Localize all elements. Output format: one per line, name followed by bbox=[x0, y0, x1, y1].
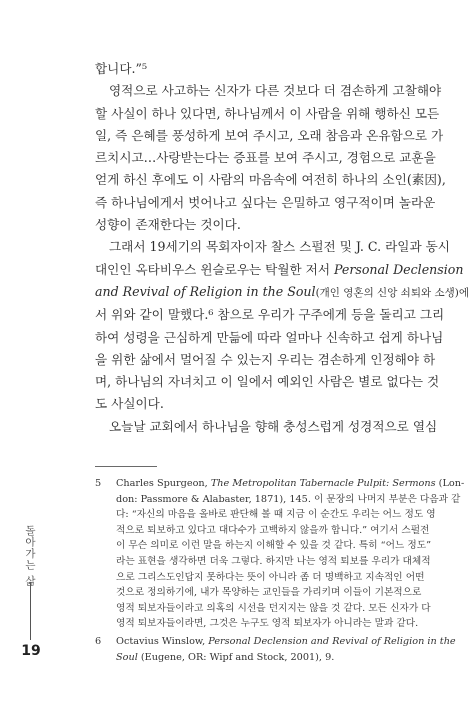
text-line bbox=[95, 259, 464, 281]
footnote-line: 영적 퇴보자들이라고 의혹의 시선을 던지지는 않을 것 같다. 모든 신자가 다 bbox=[116, 602, 431, 614]
text-line: 그래서 19세기의 목회자이자 찰스 스펄전 및 J. C. 라일과 동시 bbox=[109, 239, 450, 255]
footnote-line: don: Passmore & Alabaster, 1871), 145. 이 문장의 나머지 부분은 다음과 같 bbox=[116, 493, 461, 505]
text-line: 을 위한 삶에서 멀어질 수 있는지 우리는 겸손하게 인정해야 하 bbox=[95, 351, 436, 367]
footnote-line: 영적 퇴보자들이라면, 그것은 누구도 영적 퇴보자가 아니라는 말과 같다. bbox=[116, 618, 419, 630]
text-fragment: (Lon- bbox=[435, 478, 465, 489]
text-fragment: (Eugene, OR: Wipf and Stock, 2001), 9. bbox=[137, 651, 335, 663]
book-title: Personal Declension bbox=[334, 261, 464, 277]
text-line: 즉 하나님에게서 벗어나고 싶다는 은밀하고 영구적이며 놀라운 bbox=[95, 194, 436, 210]
text-line: 영적으로 사고하는 신자가 다른 것보다 더 겸손하게 고찰해야 bbox=[109, 83, 442, 99]
footnote-divider bbox=[95, 466, 157, 467]
text-line: 할 사실이 하나 있다면, 하나님께서 이 사람을 위해 행하신 모든 bbox=[95, 105, 440, 121]
text-line: 도 사실이다. bbox=[95, 396, 164, 412]
footnote-line: 적으로 퇴보하고 있다고 대다수가 고백하지 않을까 합니다.” 여기서 스펄전 bbox=[116, 524, 430, 536]
footnote-line: 다: “자신의 마음을 올바로 판단해 볼 때 지금 이 순간도 우리는 어느 정도 영 bbox=[116, 509, 436, 521]
footnote-number: 6 bbox=[95, 635, 102, 647]
text-fragment: (개인 영혼의 신앙 쇠퇴와 소생)에 bbox=[315, 286, 469, 299]
running-head-rule bbox=[30, 582, 31, 640]
book-title: Soul bbox=[116, 651, 138, 663]
text-line: 오늘날 교회에서 하나님을 향해 충성스럽게 성경적으로 열심 bbox=[109, 418, 438, 434]
text-line: 얻게 하신 후에도 이 사람의 마음속에 여전히 하나의 소인(素因), bbox=[95, 172, 446, 188]
footnote-line: 이 무슨 의미로 이런 말을 하는지 이해할 수 있을 것 같다. 특히 “어느 정도” bbox=[116, 540, 432, 552]
footnotes bbox=[95, 476, 465, 667]
text-fragment: Charles Spurgeon, bbox=[116, 478, 211, 489]
text-line: 합니다.”⁵ bbox=[95, 61, 147, 76]
text-line: 르치시고…사랑받는다는 증표를 보여 주시고, 경험으로 교훈을 bbox=[95, 150, 436, 166]
running-head: 돌아가는 삶 bbox=[24, 525, 36, 587]
footnote-line: 것으로 정의하기에, 내가 목양하는 교인들을 가리키며 이들이 기본적으로 bbox=[116, 587, 422, 599]
footnote-line: 라는 표현을 생각하면 더욱 그렇다. 하지만 나는 영적 퇴보를 우리가 대체적 bbox=[116, 555, 431, 567]
footnote-number: 5 bbox=[95, 478, 102, 489]
footnote bbox=[95, 476, 465, 632]
text-line: 서 위와 같이 말했다.⁶ 참으로 우리가 구주에게 등을 돌리고 그리 bbox=[95, 307, 445, 323]
footnote-line bbox=[116, 634, 456, 650]
page-number: 19 bbox=[21, 643, 41, 659]
text-fragment: Octavius Winslow, bbox=[116, 635, 209, 647]
text-line: 며, 하나님의 자녀치고 이 일에서 예외인 사람은 별로 없다는 것 bbox=[95, 374, 440, 390]
footnote bbox=[95, 634, 456, 665]
body-text bbox=[95, 58, 469, 438]
book-title: and Revival of Religion in the Soul bbox=[95, 283, 316, 299]
text-line: 하여 성령을 근심하게 만듦에 따라 얼마나 신속하고 쉽게 하나님 bbox=[95, 329, 444, 345]
book-title: Personal Declension and Revival of Religion in the bbox=[208, 635, 456, 647]
text-fragment: 대인인 옥타비우스 윈슬로우는 탁월한 저서 bbox=[95, 261, 334, 277]
footnote-line bbox=[116, 650, 425, 666]
text-line bbox=[95, 281, 469, 304]
footnote-line bbox=[116, 476, 465, 492]
text-line: 성향이 존재한다는 것이다. bbox=[95, 217, 241, 233]
footnote-line: 으로 그리스도인답지 못하다는 뜻이 아니라 좀 더 명백하고 지속적인 어떤 bbox=[116, 571, 425, 583]
book-title: The Metropolitan Tabernacle Pulpit: Sermons bbox=[210, 478, 436, 489]
text-line: 일, 즉 은혜를 풍성하게 보여 주시고, 오래 참음과 온유함으로 가 bbox=[95, 127, 444, 143]
